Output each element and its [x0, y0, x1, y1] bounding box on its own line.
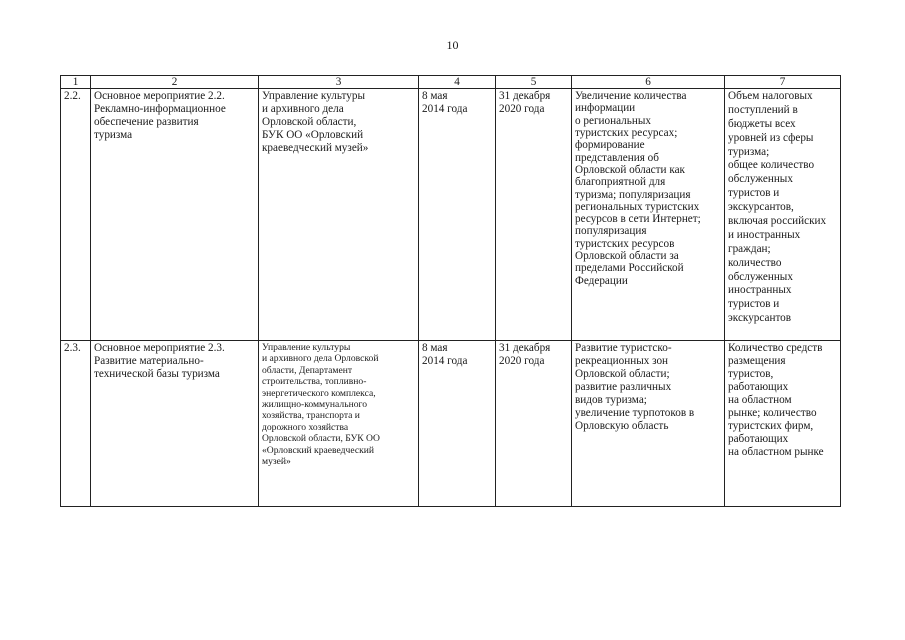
row-number-cell: 2.3.	[61, 341, 91, 507]
cell-line: Орловской области,	[262, 115, 357, 128]
column-header: 6	[572, 76, 725, 89]
cell-line: туристов и	[728, 187, 780, 200]
cell-line: Основное мероприятие 2.2.	[94, 90, 225, 102]
cell-line: граждан;	[728, 242, 771, 255]
cell-line: хозяйства, транспорта и	[262, 410, 360, 422]
indicator-cell	[725, 89, 841, 341]
cell-line: обслуженных	[728, 270, 793, 283]
cell-line: рынке; количество	[728, 406, 817, 419]
cell-line: обслуженных	[728, 173, 793, 186]
column-header: 3	[259, 76, 419, 89]
cell-line: «Орловский краеведческий	[262, 444, 375, 456]
result-cell	[572, 89, 725, 341]
cell-line: 8 мая	[422, 90, 448, 102]
start-date-cell	[419, 89, 496, 341]
cell-line: Объем налоговых	[728, 90, 813, 102]
event-cell	[91, 89, 259, 341]
cell-line: 2014 года	[422, 102, 468, 115]
cell-line: области, Департамент	[262, 364, 353, 376]
cell-line: 2014 года	[422, 354, 468, 367]
cell-line: обеспечение развития	[94, 115, 199, 128]
cell-line: увеличение турпотоков в	[575, 406, 695, 419]
cell-line: работающих	[728, 380, 789, 393]
cell-line: развитие различных	[575, 380, 672, 393]
cell-line: бюджеты всех	[728, 117, 796, 130]
cell-line: Орловской области как	[575, 163, 685, 176]
cell-line: и архивного дела Орловской	[262, 353, 379, 365]
cell-line: региональных туристских	[575, 200, 700, 213]
cell-line: Количество средств	[728, 342, 823, 354]
column-header: 7	[725, 76, 841, 89]
start-date-cell	[419, 341, 496, 507]
cell-line: количество	[728, 256, 782, 269]
header-row	[61, 76, 841, 89]
cell-line: Управление культуры	[262, 342, 351, 353]
cell-line: Орловской области;	[575, 367, 670, 380]
cell-line: строительства, топливно-	[262, 376, 367, 388]
cell-line: туристских ресурсов	[575, 237, 675, 250]
cell-line: ресурсов в сети Интернет;	[575, 213, 701, 226]
cell-line: на областном рынке	[728, 445, 824, 458]
cell-line: туризма; популяризация	[575, 188, 691, 201]
cell-line: Федерации	[575, 274, 628, 287]
cell-line: краеведческий музей»	[262, 141, 369, 154]
cell-line: и архивного дела	[262, 102, 344, 115]
cell-line: Развитие туристско-	[575, 342, 672, 354]
cell-line: туристов,	[728, 367, 774, 380]
cell-line: 2020 года	[499, 102, 545, 115]
cell-line: пределами Российской	[575, 262, 684, 275]
cell-line: Управление культуры	[262, 90, 365, 102]
cell-line: туристов и	[728, 298, 780, 311]
cell-line: уровней из сферы	[728, 131, 814, 144]
cell-line: на областном	[728, 393, 792, 406]
column-header: 4	[419, 76, 496, 89]
cell-line: музей»	[262, 456, 291, 468]
cell-line: туристских ресурсах;	[575, 126, 678, 139]
column-header: 5	[496, 76, 572, 89]
cell-line: дорожного хозяйства	[262, 421, 349, 433]
cell-line: благоприятной для	[575, 176, 666, 189]
cell-line: формирование	[575, 139, 645, 152]
indicator-cell	[725, 341, 841, 507]
cell-line: туризма;	[728, 145, 770, 158]
row-number-cell: 2.2.	[61, 89, 91, 341]
event-cell	[91, 341, 259, 507]
cell-line: туристских фирм,	[728, 419, 814, 432]
cell-line: 8 мая	[422, 342, 448, 354]
table-row	[61, 89, 841, 341]
cell-line: Развитие материально-	[94, 354, 204, 367]
end-date-cell	[496, 341, 572, 507]
cell-line: работающих	[728, 432, 789, 445]
cell-line: поступлений в	[728, 103, 798, 116]
cell-line: представления об	[575, 151, 659, 164]
table-row	[61, 341, 841, 507]
cell-line: 31 декабря	[499, 342, 551, 354]
cell-line: Рекламно-информационное	[94, 102, 226, 115]
cell-line: туризма	[94, 128, 133, 141]
cell-line: жилищно-коммунального	[262, 399, 367, 411]
column-header: 2	[91, 76, 259, 89]
cell-line: включая российских	[728, 215, 827, 228]
cell-line: иностранных	[728, 284, 792, 297]
result-cell	[572, 341, 725, 507]
cell-line: Орловскую область	[575, 419, 669, 432]
cell-line: Орловской области за	[575, 250, 679, 263]
cell-line: Орловской области, БУК ОО	[262, 433, 380, 445]
cell-line: видов туризма;	[575, 393, 647, 406]
cell-line: экскурсантов	[728, 312, 792, 325]
cell-line: 2020 года	[499, 354, 545, 367]
executor-cell	[259, 341, 419, 507]
cell-line: экскурсантов,	[728, 201, 794, 214]
cell-line: БУК ОО «Орловский	[262, 128, 364, 141]
executor-cell	[259, 89, 419, 341]
cell-line: энергетического комплекса,	[262, 387, 376, 399]
page-number: 10	[446, 38, 459, 52]
cell-line: общее количество	[728, 159, 815, 172]
cell-line: и иностранных	[728, 228, 801, 241]
cell-line: Увеличение количества	[575, 90, 687, 102]
cell-line: технической базы туризма	[94, 367, 220, 380]
cell-line: 31 декабря	[499, 90, 551, 102]
column-header: 1	[61, 76, 91, 89]
cell-line: Основное мероприятие 2.3.	[94, 342, 225, 354]
plan-table	[60, 75, 841, 507]
cell-line: информации	[575, 102, 636, 115]
cell-line: популяризация	[575, 225, 647, 238]
cell-line: размещения	[728, 354, 786, 367]
cell-line: о региональных	[575, 114, 651, 127]
cell-line: рекреационных зон	[575, 354, 669, 367]
end-date-cell	[496, 89, 572, 341]
